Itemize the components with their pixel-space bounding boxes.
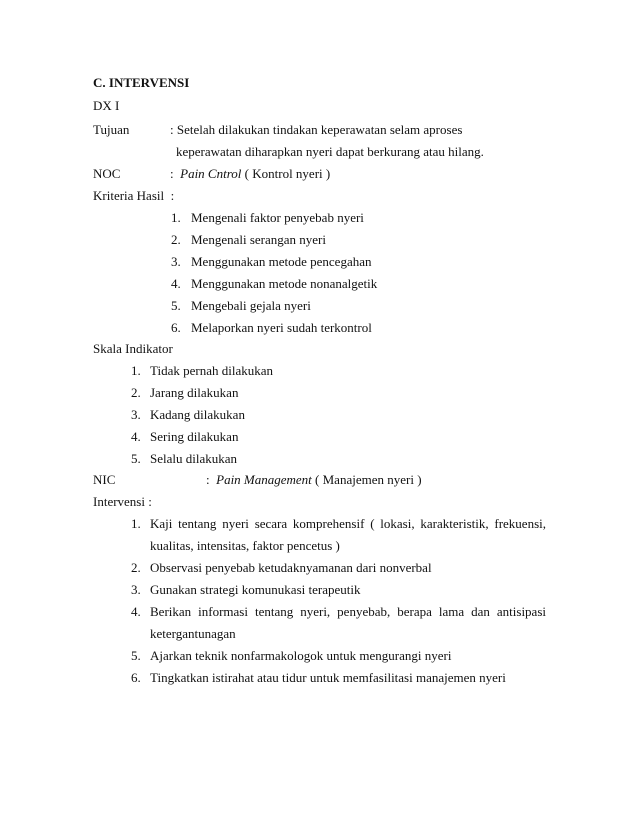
intervensi-item-num: 6. (131, 670, 141, 685)
skala-item-num: 1. (131, 363, 141, 378)
skala-item-num: 5. (131, 451, 141, 466)
kriteria-item-num: 1. (171, 210, 181, 225)
kriteria-item-num: 2. (171, 232, 181, 247)
kriteria-item-num: 3. (171, 254, 181, 269)
diagnosis-label: DX I (93, 98, 120, 113)
nic-label: NIC (93, 472, 116, 487)
kriteria-label-text: Kriteria Hasil (93, 188, 165, 203)
skala-item-text: Jarang dilakukan (150, 385, 239, 400)
kriteria-item-num: 6. (171, 320, 181, 335)
kriteria-item-num: 4. (171, 276, 181, 291)
kriteria-colon: : (170, 188, 175, 203)
noc-colon: : (170, 166, 174, 181)
intervensi-item-line1: Ajarkan teknik nonfarmakologok untuk mengurangi nyeri (150, 648, 452, 663)
intervensi-item-line2: ketergantunagan (150, 626, 236, 641)
kriteria-item-text: Mengebali gejala nyeri (191, 298, 311, 313)
kriteria-item-text: Menggunakan metode pencegahan (191, 254, 372, 269)
skala-item-text: Selalu dilakukan (150, 451, 238, 466)
intervensi-item-num: 5. (131, 648, 141, 663)
intervensi-item-num: 4. (131, 604, 141, 619)
skala-item-num: 2. (131, 385, 141, 400)
intervensi-item-line1: Berikan informasi tentang nyeri, penyebab, berapa lama dan antisipasi (150, 604, 546, 619)
skala-item-num: 3. (131, 407, 141, 422)
tujuan-text-line1: : Setelah dilakukan tindakan keperawatan selam aproses (170, 122, 463, 137)
skala-item-text: Sering dilakukan (150, 429, 239, 444)
nic-value (206, 472, 422, 488)
kriteria-item-text: Melaporkan nyeri sudah terkontrol (191, 320, 372, 335)
skala-label: Skala Indikator (93, 341, 173, 356)
intervensi-item-line1: Tingkatkan istirahat atau tidur untuk memfasilitasi manajemen nyeri (150, 670, 506, 685)
skala-item-text: Kadang dilakukan (150, 407, 245, 422)
intervensi-item-line1: Gunakan strategi komunukasi terapeutik (150, 582, 361, 597)
intervensi-label: Intervensi : (93, 494, 152, 509)
tujuan-label: Tujuan (93, 122, 130, 137)
kriteria-item-text: Mengenali serangan nyeri (191, 232, 327, 247)
nic-rest: ( Manajemen nyeri ) (315, 472, 422, 487)
section-heading: C. INTERVENSI (93, 75, 190, 90)
noc-rest: ( Kontrol nyeri ) (244, 166, 331, 181)
intervensi-item-num: 1. (131, 516, 141, 531)
kriteria-item-text: Mengenali faktor penyebab nyeri (191, 210, 364, 225)
kriteria-item-num: 5. (171, 298, 181, 313)
intervensi-item-num: 2. (131, 560, 141, 575)
tujuan-text-line2: keperawatan diharapkan nyeri dapat berkurang atau hilang. (176, 144, 484, 159)
intervensi-item-num: 3. (131, 582, 141, 597)
kriteria-label (93, 188, 174, 204)
noc-value (170, 166, 330, 182)
intervensi-item-line1: Kaji tentang nyeri secara komprehensif ( lokasi, karakteristik, frekuensi, (150, 516, 546, 531)
intervensi-item-line1: Observasi penyebab ketudaknyamanan dari nonverbal (150, 560, 432, 575)
noc-term: Pain Cntrol (180, 166, 242, 181)
nic-colon: : (206, 472, 210, 487)
skala-item-text: Tidak pernah dilakukan (150, 363, 273, 378)
kriteria-item-text: Menggunakan metode nonanalgetik (191, 276, 378, 291)
intervensi-item-line2: kualitas, intensitas, faktor pencetus ) (150, 538, 340, 553)
nic-term: Pain Management (216, 472, 312, 487)
skala-item-num: 4. (131, 429, 141, 444)
noc-label: NOC (93, 166, 121, 181)
